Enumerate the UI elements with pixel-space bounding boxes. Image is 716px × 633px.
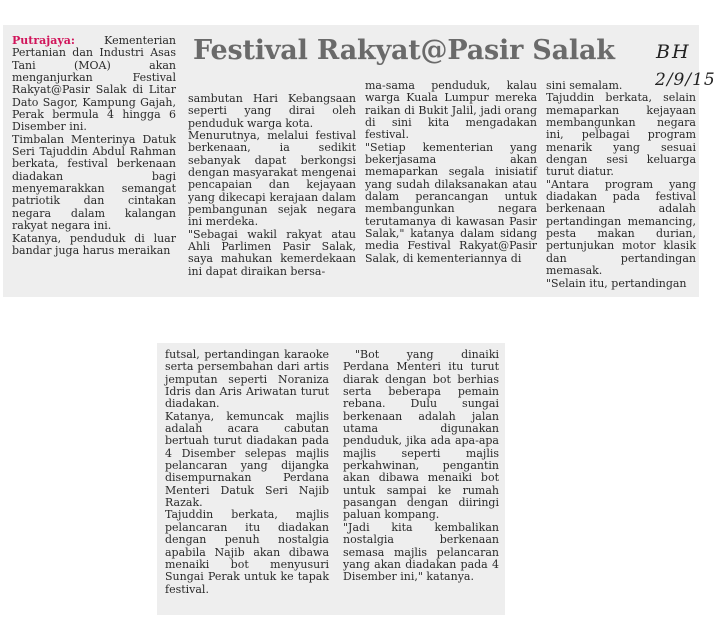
top-column-3 <box>365 80 537 265</box>
top-column-2 <box>188 93 356 278</box>
paragraph: Timbalan Menterinya Datuk Seri Tajuddin Abdul Rahman berkata, festival berkenaan diadakan bagi menyemarakkan semangat patriotik dan cintakan negara dalam kalangan rakyat negara ini. <box>12 132 176 233</box>
bottom-column-1 <box>165 349 329 596</box>
source-label: Putrajaya: <box>12 34 75 47</box>
paragraph: sini semalam. <box>546 79 623 92</box>
paragraph: "Bot yang dinaiki Perdana Menteri itu turut diarak dengan bot berhias serta beberapa pemain rebana. Dulu sungai berkenaan adalah jalan utama digunakan penduduk, jika ada apa-apa majlis seperti majlis perkahwinan, pengantin akan dibawa menaiki bot untuk sampai ke rumah pasangan dengan diiringi paluan kompang. <box>343 348 499 522</box>
paragraph: Katanya, kemuncak majlis adalah acara cabutan bertuah turut diadakan pada 4 Disember selepas majlis pelancaran yang dijangka disempurnakan Perdana Menteri Datuk Seri Najib Razak. <box>165 409 329 510</box>
paragraph: Katanya, penduduk di luar bandar juga harus meraikan <box>12 231 176 257</box>
paragraph: "Sebagai wakil rakyat atau Ahli Parlimen Pasir Salak, saya mahukan kemerdekaan ini dapat diraikan bersa- <box>188 227 356 278</box>
paragraph: Putrajaya: Kementerian Pertanian dan Industri Asas Tani (MOA) akan menganjurkan Festival Rakyat@Pasir Salak di Litar Dato Sagor, Kampung Gajah, Perak bermula 4 hingga 6 Disember ini. <box>12 34 176 134</box>
paragraph: futsal, pertandingan karaoke serta persembahan dari artis jemputan seperti Noraniza Idris dan Aris Ariwatan turut diadakan. <box>165 348 329 411</box>
top-column-4 <box>546 80 696 290</box>
paragraph: "Antara program yang diadakan pada festival berkenaan adalah pertandingan memancing, pesta makan durian, pertunjukan motor klasik dan pertandingan memasak. <box>546 177 696 278</box>
paragraph: sambutan Hari Kebangsaan seperti yang dirai oleh penduduk warga kota. <box>188 92 356 130</box>
paragraph: Tajuddin berkata, selain memaparkan kejayaan membangunkan negara ini, pelbagai program menarik yang sesuai dengan sesi keluarga turut diatur. <box>546 91 696 179</box>
paragraph: "Setiap kementerian yang bekerjasama akan memaparkan segala inisiatif yang sudah dilaksanakan atau dalam perancangan untuk membangunkan negara terutamanya di kawasan Pasir Salak," katanya dalam sidang media Festival Rakyat@Pasir Salak, di kementeriannya di <box>365 140 537 265</box>
paragraph: Menurutnya, melalui festival berkenaan, ia sedikit sebanyak dapat berkongsi dengan masyarakat mengenai pencapaian dan kejayaan yang dikecapi kerajaan dalam pembangunan sejak negara ini merdeka. <box>188 129 356 229</box>
paragraph: Tajuddin berkata, majlis pelancaran itu diadakan dengan penuh nostalgia apabila Najib akan dibawa menaiki bot menyusuri Sungai Perak untuk ke tapak festival. <box>165 508 329 596</box>
top-column-1 <box>12 35 176 257</box>
handwritten-source: BH <box>656 41 691 63</box>
bottom-column-2 <box>343 349 499 584</box>
paragraph: "Jadi kita kembalikan nostalgia berkenaan semasa majlis pelancaran yang akan diadakan pada 4 Disember ini," katanya. <box>343 520 499 584</box>
paragraph: "Selain itu, pertandingan <box>546 276 687 290</box>
handwritten-date: 2/9/15 <box>655 70 716 90</box>
paragraph: ma-sama penduduk, kalau warga Kuala Lumpur mereka raikan di Bukit Jalil, jadi orang di sini kita mengadakan festival. <box>365 79 537 142</box>
headline: Festival Rakyat@Pasir Salak <box>193 35 615 66</box>
clipping-bottom <box>157 343 505 615</box>
clipping-top <box>3 25 716 297</box>
